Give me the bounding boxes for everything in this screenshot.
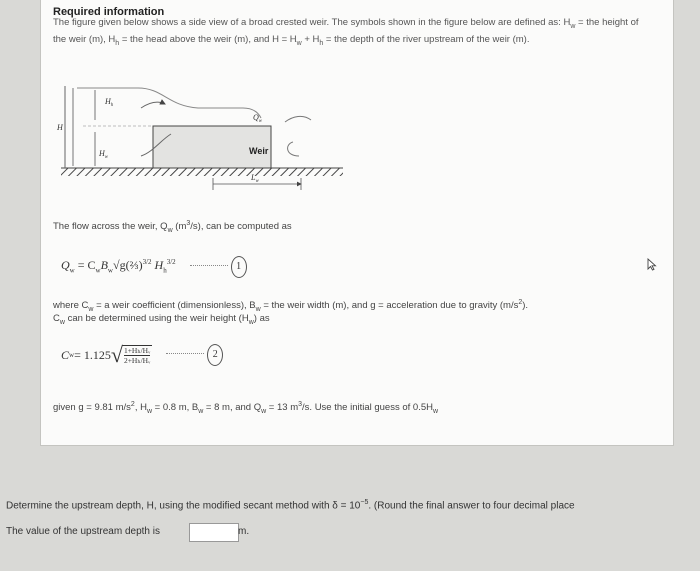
fraction: $\frac{\text{1+Hₕ/Hᵥ}}{\text{2+Hₕ/Hᵥ}}$ xyxy=(123,346,151,365)
equation-1: $Q_w$ = $C_wB_w√g(\frac{2}{3})^{3/2}$ $H_h^{3/2}$ 1 xyxy=(61,256,247,278)
equation-1-number: 1 xyxy=(231,256,247,278)
downstream-eddy xyxy=(288,142,299,156)
downstream-curve-arrow xyxy=(285,116,311,122)
section-heading: Required information xyxy=(53,6,165,18)
label-hw: $H_w$ xyxy=(99,149,109,160)
where-line-1: where $C_w = a$ weir coefficient (dimensionless), $B_w$ = the weir width (m), and g = acceleration due to gravity $(m/s^2)$. xyxy=(53,299,529,314)
flow-arrow-upper xyxy=(141,102,165,108)
answer-label: The value of the upstream depth is xyxy=(6,526,160,537)
flow-description: The flow across the weir, $Q_w$ $(m^3/s)$, can be computed as xyxy=(53,220,292,235)
sqrt-symbol-icon: √ xyxy=(110,342,123,367)
label-lw: $L_w$ xyxy=(251,173,259,184)
required-information-panel xyxy=(40,0,674,446)
where-line-2: $C_w$ can be determined using the weir height $(H_w)$ as xyxy=(53,313,270,326)
intro-paragraph: The figure given below shows a side view of a broad crested weir. The symbols shown in the figure below are defined as: $H_w$ = the height of the weir (m), $H_h$ = the head above the weir (m), and $H = H_w + H_h$ = the depth of the river upstream of the weir (m). xyxy=(53,17,639,47)
label-hh: $H_h$ xyxy=(105,97,114,108)
label-h: H xyxy=(57,123,63,132)
weir-diagram xyxy=(53,72,353,202)
upstream-depth-input[interactable] xyxy=(189,523,239,542)
given-values: given g = 9.81 $m/s^2$, $H_w = 0.8$ m, $B_w = 8$ m, and $Q_w = 13$ $m^3/s$. Use the initial guess of $0.5H_w$ xyxy=(53,401,439,416)
question-text: Determine the upstream depth, H, using the modified secant method with $\delta = 10^{-5}$. (Round the final answer to four decimal place xyxy=(6,499,575,512)
ground-hatching xyxy=(61,168,343,176)
equation-2-number: 2 xyxy=(207,344,223,366)
equation-2: C w = 1.125 √ $\frac{\text{1+Hₕ/Hᵥ}}{\text{2+Hₕ/Hᵥ}}$ 2 xyxy=(61,342,223,368)
label-weir: Weir xyxy=(249,146,269,156)
label-qw: $Q_w$ xyxy=(253,113,263,124)
mouse-cursor-icon xyxy=(647,258,657,276)
answer-unit: m. xyxy=(238,526,250,537)
water-surface-over-weir xyxy=(138,88,261,118)
